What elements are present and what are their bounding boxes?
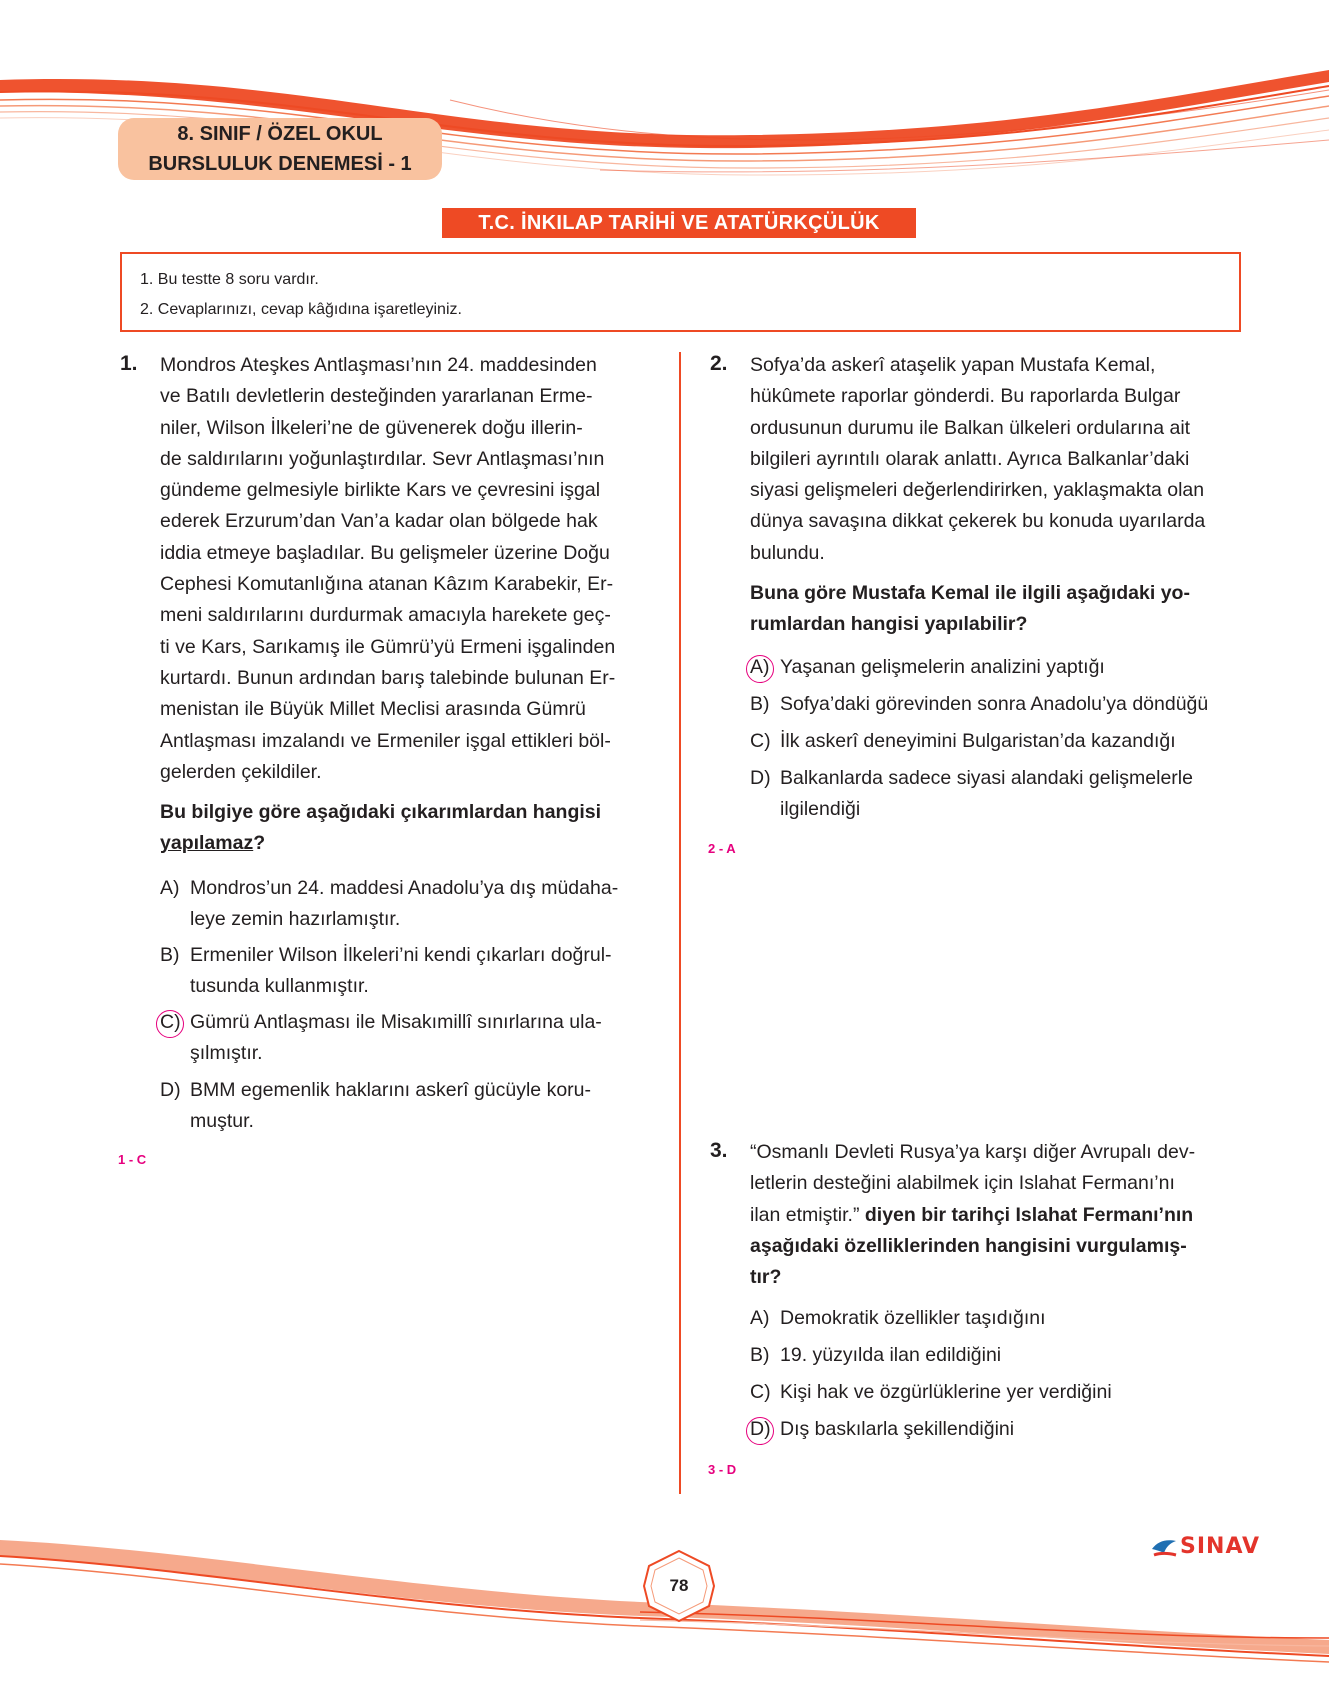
instruction-item: 1. Bu testte 8 soru vardır. <box>140 271 319 288</box>
option-text: Sofya’daki görevinden sonra Anadolu’ya döndüğü <box>780 693 1209 715</box>
text-line: ve Batılı devletlerin desteğinden yararlanan Erme- <box>160 385 593 408</box>
question-1-option-d[interactable] <box>160 1075 591 1138</box>
text-line: letlerin desteğini alabilmek için Islahat Fermanı’nı <box>750 1172 1175 1195</box>
option-text-cont: muştur. <box>190 1110 254 1133</box>
page-number-badge <box>641 1548 717 1624</box>
answer-key-1: 1 - C <box>118 1152 147 1167</box>
text-line: kurtardı. Bunun ardından barış talebinde bulunan Er- <box>160 666 616 689</box>
text-line: de saldırılarını yoğunlaştırdılar. Sevr Antlaşması’nın <box>160 447 605 470</box>
option-text-cont: şılmıştır. <box>190 1042 263 1065</box>
option-text: Mondros’un 24. maddesi Anadolu’ya dış müdaha- <box>190 877 619 899</box>
option-text: Gümrü Antlaşması ile Misakımillî sınırlarına ula- <box>190 1011 602 1033</box>
stem-segment: diyen bir tarihçi Islahat Fermanı’nın <box>864 1203 1194 1226</box>
column-divider <box>679 352 681 1494</box>
text-line: siyasi gelişmeleri değerlendirirken, yaklaşmakta olan <box>750 479 1205 502</box>
option-letter-circled: C) <box>160 1007 190 1038</box>
stem-line: aşağıdaki özelliklerinden hangisini vurgulamış- <box>750 1234 1187 1257</box>
question-2-option-c[interactable] <box>750 726 1176 757</box>
option-text-cont: ilgilendiği <box>780 798 861 821</box>
text-segment: ilan etmiştir.” <box>750 1203 860 1226</box>
question-3-option-a[interactable] <box>750 1303 1046 1334</box>
text-line: Antlaşması imzalandı ve Ermeniler işgal ettikleri böl- <box>160 729 611 752</box>
text-line: menistan ile Büyük Millet Meclisi arasında Gümrü <box>160 698 586 721</box>
option-text: Yaşanan gelişmelerin analizini yaptığı <box>780 656 1105 678</box>
text-line: gelerden çekildiler. <box>160 760 322 783</box>
text-line: bilgileri ayrıntılı olarak anlattı. Ayrıca Balkanlar’daki <box>750 447 1190 470</box>
question-3-text <box>750 1137 1195 1293</box>
option-letter: B) <box>750 693 770 715</box>
text-line: Sofya’da askerî ataşelik yapan Mustafa Kemal, <box>750 354 1156 376</box>
text-line: niler, Wilson İlkeleri’ne de güvenerek doğu illerin- <box>160 416 583 439</box>
text-line: dünya savaşına dikkat çekerek bu konuda uyarılarda <box>750 510 1206 533</box>
answer-key-3: 3 - D <box>708 1462 737 1477</box>
brand-bird-icon <box>1150 1533 1178 1561</box>
stem-line: Bu bilgiye göre aşağıdaki çıkarımlardan hangisi <box>160 801 602 823</box>
exam-title-line1: 8. SINIF / ÖZEL OKUL <box>177 123 383 145</box>
text-line: bulundu. <box>750 541 825 564</box>
stem-line: rumlardan hangisi yapılabilir? <box>750 613 1028 636</box>
option-text: Balkanlarda sadece siyasi alandaki gelişmelerle <box>780 767 1193 789</box>
text-line: ti ve Kars, Sarıkamış ile Gümrü’yü Ermeni işgalinden <box>160 635 616 658</box>
option-text: Dış baskılarla şekillendiğini <box>780 1418 1015 1440</box>
option-letter: A) <box>750 1307 770 1329</box>
question-2-option-b[interactable] <box>750 689 1208 720</box>
option-text: Demokratik özellikler taşıdığını <box>780 1307 1046 1329</box>
brand-logo <box>1150 1533 1261 1561</box>
question-3-number: 3. <box>710 1139 728 1162</box>
question-2-text <box>750 350 1205 569</box>
text-line: iddia etmeye başladılar. Bu gelişmeler üzerine Doğu <box>160 541 610 564</box>
option-letter: B) <box>750 1344 770 1366</box>
option-letter-circled: D) <box>750 1414 780 1445</box>
option-letter: C) <box>750 730 771 752</box>
option-letter: C) <box>750 1381 771 1403</box>
instructions-box <box>120 252 1241 332</box>
option-letter-circled: A) <box>750 652 780 683</box>
brand-name: SINAV <box>1180 1534 1261 1559</box>
stem-question-mark: ? <box>253 832 266 855</box>
subject-banner: T.C. İNKILAP TARİHİ VE ATATÜRKÇÜLÜK <box>442 208 916 238</box>
text-line: ordusunun durumu ile Balkan ülkeleri ordularına ait <box>750 416 1191 439</box>
stem-underlined-word: yapılamaz <box>160 832 254 855</box>
question-3-option-d[interactable] <box>750 1414 1014 1445</box>
option-text: Kişi hak ve özgürlüklerine yer verdiğini <box>780 1381 1112 1403</box>
question-3-option-c[interactable] <box>750 1377 1112 1408</box>
stem-line: tır? <box>750 1266 782 1289</box>
option-text: BMM egemenlik haklarını askerî gücüyle koru- <box>190 1079 591 1101</box>
exam-title-line2: BURSLULUK DENEMESİ - 1 <box>148 153 412 175</box>
question-1-stem <box>160 797 601 860</box>
question-2-stem <box>750 578 1190 641</box>
question-2-number: 2. <box>710 352 728 375</box>
question-1-option-b[interactable] <box>160 940 612 1003</box>
text-line: Mondros Ateşkes Antlaşması’nın 24. maddesinden <box>160 354 597 376</box>
text-line: “Osmanlı Devleti Rusya’ya karşı diğer Avrupalı dev- <box>750 1141 1196 1163</box>
text-line: hükûmete raporlar gönderdi. Bu raporlarda Bulgar <box>750 385 1181 408</box>
option-text-cont: tusunda kullanmıştır. <box>190 975 369 998</box>
text-line: ederek Erzurum’dan Van’a kadar olan bölgede hak <box>160 510 598 533</box>
instruction-item: 2. Cevaplarınızı, cevap kâğıdına işaretleyiniz. <box>140 301 462 318</box>
option-text: İlk askerî deneyimini Bulgaristan’da kazandığı <box>780 730 1176 752</box>
option-letter: A) <box>160 877 180 899</box>
option-letter: B) <box>160 944 180 966</box>
page-number: 78 <box>669 1576 689 1595</box>
answer-key-2: 2 - A <box>708 841 736 856</box>
text-line: meni saldırılarını durdurmak amacıyla harekete geç- <box>160 604 611 627</box>
exam-title-badge <box>118 118 442 180</box>
question-1-option-a[interactable] <box>160 873 618 936</box>
option-text-cont: leye zemin hazırlamıştır. <box>190 908 401 931</box>
option-text: 19. yüzyılda ilan edildiğini <box>780 1344 1002 1366</box>
text-line: gündeme gelmesiyle birlikte Kars ve çevresini işgal <box>160 479 601 502</box>
option-letter: D) <box>160 1079 181 1101</box>
question-1-text <box>160 350 615 788</box>
question-2-option-d[interactable] <box>750 763 1193 826</box>
question-2-option-a[interactable] <box>750 652 1105 683</box>
option-text: Ermeniler Wilson İlkeleri’ni kendi çıkarları doğrul- <box>190 944 612 966</box>
text-line: Cephesi Komutanlığına atanan Kâzım Karabekir, Er- <box>160 573 614 596</box>
option-letter: D) <box>750 767 771 789</box>
question-3-option-b[interactable] <box>750 1340 1001 1371</box>
stem-line: Buna göre Mustafa Kemal ile ilgili aşağıdaki yo- <box>750 582 1190 604</box>
question-1-option-c[interactable] <box>160 1007 602 1070</box>
question-1-number: 1. <box>120 352 138 375</box>
